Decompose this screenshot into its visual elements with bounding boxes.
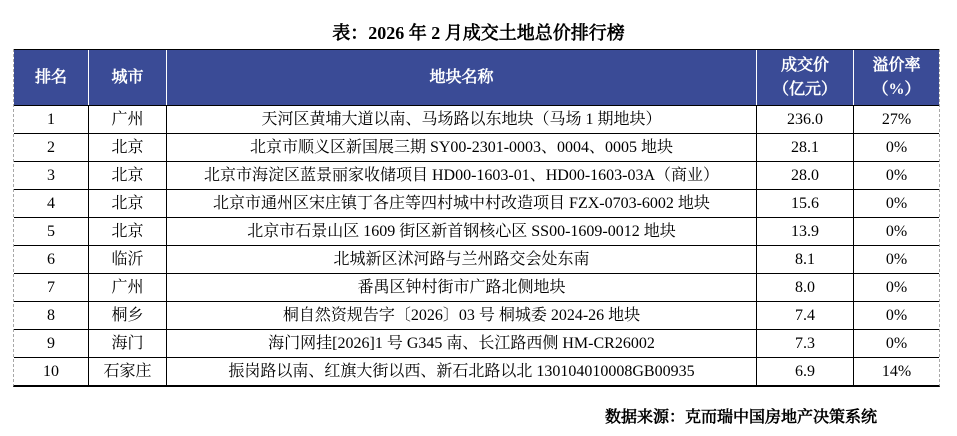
plot-name-cell: 北京市海淀区蓝景丽家收储项目 HD00-1603-01、HD00-1603-03A（商业） [166,162,756,189]
price-cell: 8.1 [756,246,853,273]
price-cell: 7.3 [756,330,853,357]
city-cell: 桐乡 [88,302,166,329]
table-header-row [14,49,939,105]
city-cell: 北京 [88,218,166,245]
city-cell: 北京 [88,162,166,189]
rank-cell: 9 [47,334,55,352]
rank-cell: 7 [47,278,55,296]
price-cell: 236.0 [756,106,853,133]
page-title: 表：2026 年 2 月成交土地总价排行榜 [332,23,625,43]
price-cell: 8.0 [756,274,853,301]
plot-name-cell: 海门网挂[2026]1 号 G345 南、长江路西侧 HM-CR26002 [166,330,756,357]
premium-cell: 0% [853,302,939,329]
column-header-plot-name [166,50,756,105]
city-cell: 石家庄 [88,358,166,385]
city-cell: 北京 [88,190,166,217]
price-cell: 15.6 [756,190,853,217]
premium-cell: 0% [853,274,939,301]
price-cell: 13.9 [756,218,853,245]
table-row [14,245,939,273]
plot-name-cell: 北京市石景山区 1609 街区新首钢核心区 SS00-1609-0012 地块 [166,218,756,245]
plot-name-cell: 番禺区钟村街市广路北侧地块 [166,274,756,301]
table-row [14,189,939,217]
price-cell: 28.0 [756,162,853,189]
plot-name-cell: 桐自然资规告字〔2026〕03 号 桐城委 2024-26 地块 [166,302,756,329]
table-row [14,161,939,189]
rank-cell: 2 [47,138,55,156]
price-cell: 6.9 [756,358,853,385]
plot-name-cell: 振岗路以南、红旗大街以西、新石北路以北 130104010008GB00935 [166,358,756,385]
column-header-rank-label: 排名 [34,68,67,86]
column-header-price-label-line1: 成交价 [780,56,829,74]
city-cell: 北京 [88,134,166,161]
table-row [14,273,939,301]
price-cell: 28.1 [756,134,853,161]
land-price-ranking-table [13,49,940,387]
column-header-premium-label-line1: 溢价率 [872,56,921,74]
data-source-note: 数据来源：克而瑞中国房地产决策系统 [604,409,877,426]
rank-cell: 1 [47,110,55,128]
column-header-city [88,50,166,105]
column-header-price-label-line2: （亿元） [772,80,837,98]
city-cell: 广州 [88,106,166,133]
table-row [14,329,939,357]
rank-cell: 8 [47,306,55,324]
table-row [14,217,939,245]
premium-cell: 0% [853,134,939,161]
premium-cell: 0% [853,218,939,245]
column-header-price [756,50,853,105]
premium-cell: 0% [853,190,939,217]
column-header-rank [14,50,88,105]
rank-cell: 5 [47,222,55,240]
table-row [14,133,939,161]
rank-cell: 3 [47,166,55,184]
column-header-premium [853,50,939,105]
rank-cell: 6 [47,250,55,268]
plot-name-cell: 北城新区沭河路与兰州路交会处东南 [166,246,756,273]
plot-name-cell: 北京市通州区宋庄镇丁各庄等四村城中村改造项目 FZX-0703-6002 地块 [166,190,756,217]
column-header-premium-label-line2: （%） [872,80,921,98]
table-row [14,301,939,329]
premium-cell: 0% [853,330,939,357]
column-header-city-label: 城市 [111,68,144,86]
city-cell: 海门 [88,330,166,357]
rank-cell: 10 [43,362,59,380]
premium-cell: 27% [853,106,939,133]
premium-cell: 14% [853,358,939,385]
city-cell: 广州 [88,274,166,301]
plot-name-cell: 北京市顺义区新国展三期 SY00-2301-0003、0004、0005 地块 [166,134,756,161]
table-row [14,105,939,133]
plot-name-cell: 天河区黄埔大道以南、马场路以东地块（马场 1 期地块） [166,106,756,133]
premium-cell: 0% [853,162,939,189]
table-row [14,357,939,385]
price-cell: 7.4 [756,302,853,329]
city-cell: 临沂 [88,246,166,273]
premium-cell: 0% [853,246,939,273]
rank-cell: 4 [47,194,55,212]
column-header-plot-name-label: 地块名称 [429,68,494,86]
